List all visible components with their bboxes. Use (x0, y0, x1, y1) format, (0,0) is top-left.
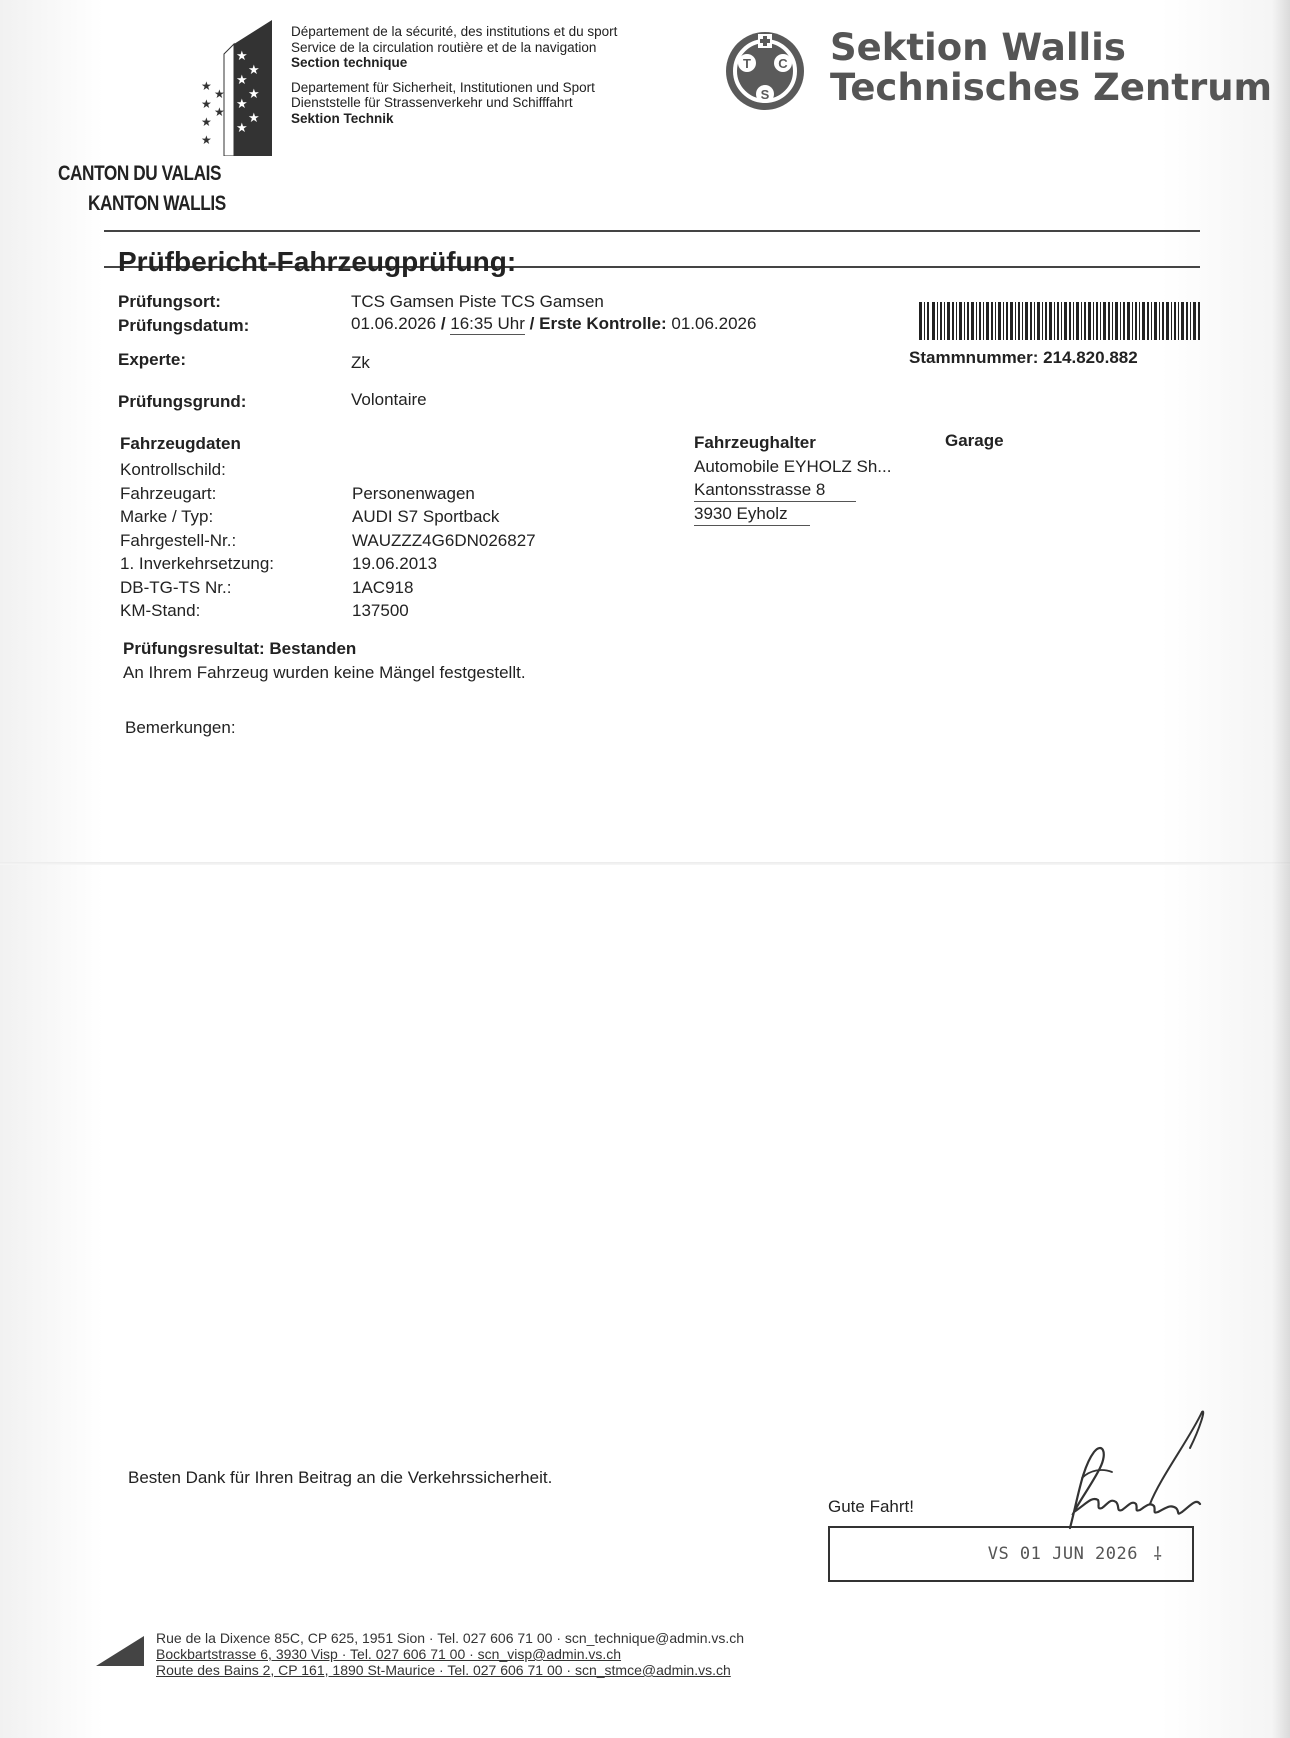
vehicle-data-heading: Fahrzeugdaten (120, 434, 241, 453)
erste-kontrolle-label: Erste Kontrolle: (539, 314, 667, 333)
canton-name-fr: CANTON DU VALAIS (58, 162, 222, 185)
marke-typ-label: Marke / Typ: (120, 507, 214, 526)
svg-text:★: ★ (201, 97, 212, 111)
report-title: Prüfbericht-Fahrzeugprüfung: (118, 246, 517, 277)
pruefungszeit-value: 16:35 Uhr (450, 314, 525, 333)
inverkehrsetzung-label: 1. Inverkehrsetzung: (120, 554, 275, 573)
holder-street: Kantonsstrasse 8 (694, 480, 856, 502)
footer-line-visp: Bockbartstrasse 6, 3930 Visp · Tel. 027 606 71 00 · scn_visp@admin.vs.ch (156, 1646, 622, 1662)
date-separator-2: / (524, 314, 540, 333)
svg-text:★: ★ (201, 115, 212, 129)
kontrollschild-value (352, 458, 536, 482)
svg-text:★: ★ (248, 62, 260, 77)
svg-text:★: ★ (214, 105, 225, 119)
kontrollschild-label: Kontrollschild: (120, 460, 226, 479)
department-fr-line2: Service de la circulation routière et de la navigation (291, 39, 597, 55)
erste-kontrolle-value: 01.06.2026 (671, 314, 757, 333)
department-block (291, 24, 617, 126)
pruefungsdatum-value: 01.06.2026 (351, 314, 437, 333)
experte-label: Experte: (118, 350, 187, 369)
db-tg-ts-value: 1AC918 (352, 577, 414, 597)
sektion-line1: Sektion Wallis (830, 26, 1126, 69)
tcs-letter-s: S (760, 87, 770, 102)
department-de-line1: Departement für Sicherheit, Institutionen und Sport (291, 79, 595, 95)
fahrzeughalter-heading: Fahrzeughalter (694, 433, 816, 452)
pruefungsgrund-label: Prüfungsgrund: (118, 392, 247, 411)
holder-city: 3930 Eyholz (694, 504, 810, 526)
sektion-line2: Technisches Zentrum (830, 66, 1273, 109)
stammnummer: Stammnummer: 214.820.882 (909, 348, 1138, 367)
date-stamp: VS 01 JUN 2026 (987, 1544, 1138, 1564)
km-stand-value: 137500 (352, 601, 409, 620)
department-de-line3: Sektion Technik (291, 110, 394, 126)
thanks-text: Besten Dank für Ihren Beitrag an die Verkehrssicherheit. (128, 1468, 553, 1487)
canton-name-de: KANTON WALLIS (88, 192, 226, 215)
canton-name-de-wrap (88, 192, 256, 216)
date-separator-1: / (436, 314, 451, 333)
result-heading: Prüfungsresultat: Bestanden (123, 639, 357, 658)
svg-text:★: ★ (236, 72, 248, 87)
inverkehrsetzung-value: 19.06.2013 (352, 554, 438, 573)
fahrzeugart-value: Personenwagen (352, 483, 475, 503)
tcs-letter-c: C (778, 56, 788, 71)
pruefungsort-value: TCS Gamsen Piste TCS Gamsen (351, 292, 604, 311)
department-fr-line1: Département de la sécurité, des institutions et du sport (291, 24, 618, 39)
svg-text:★: ★ (201, 133, 212, 147)
stammnummer-barcode (919, 302, 1200, 340)
svg-text:★: ★ (236, 96, 248, 111)
svg-text:★: ★ (248, 110, 260, 125)
canton-valais-flag-logo (196, 20, 272, 156)
remarks-label: Bemerkungen: (125, 718, 236, 737)
footer-triangle-icon (96, 1636, 144, 1666)
km-stand-label: KM-Stand: (120, 601, 201, 620)
db-tg-ts-label: DB-TG-TS Nr.: (120, 577, 232, 597)
footer-addresses (156, 1630, 744, 1678)
footer-line-st-maurice: Route des Bains 2, CP 161, 1890 St-Maurice · Tel. 027 606 71 00 · scn_stmce@admin.vs.ch (156, 1662, 731, 1678)
fahrgestell-label: Fahrgestell-Nr.: (120, 530, 237, 550)
pruefungsort-label: Prüfungsort: (118, 292, 221, 311)
department-fr-line3: Section technique (291, 55, 408, 70)
department-de-line2: Dienststelle für Strassenverkehr und Schifffahrt (291, 95, 573, 110)
tcs-logo (724, 30, 806, 112)
pruefungsdatum-row (351, 314, 756, 334)
marke-typ-value: AUDI S7 Sportback (352, 507, 500, 526)
fahrgestell-value: WAUZZZ4G6DN026827 (352, 530, 536, 550)
pruefungsdatum-label: Prüfungsdatum: (118, 316, 250, 335)
canton-name-fr-wrap (58, 162, 257, 186)
svg-text:★: ★ (214, 87, 225, 101)
holder-name: Automobile EYHOLZ Sh... (694, 457, 892, 476)
vehicle-labels (120, 458, 274, 623)
svg-text:★: ★ (236, 48, 248, 63)
page-edge-shadow (1272, 0, 1290, 1738)
result-text: An Ihrem Fahrzeug wurden keine Mängel festgestellt. (123, 663, 526, 682)
vehicle-values (352, 458, 536, 623)
garage-label: Garage (945, 431, 1004, 450)
svg-text:★: ★ (248, 86, 260, 101)
experte-value: Zk (351, 353, 370, 372)
gute-fahrt-text: Gute Fahrt! (828, 1497, 914, 1516)
tcs-letter-t: T (743, 56, 751, 71)
handwritten-signature (1030, 1408, 1230, 1548)
header-rule-top (104, 230, 1200, 232)
pruefungsgrund-value: Volontaire (351, 390, 427, 409)
sektion-heading (830, 28, 1272, 108)
paper-fold (0, 862, 1290, 865)
footer-line-sion: Rue de la Dixence 85C, CP 625, 1951 Sion · Tel. 027 606 71 00 · scn_technique@admin.vs.ch (156, 1630, 745, 1646)
svg-text:★: ★ (236, 120, 248, 135)
fahrzeugart-label: Fahrzeugart: (120, 483, 217, 503)
svg-text:★: ★ (201, 79, 212, 93)
stamp-mark-icon: ⸸ (1153, 1544, 1162, 1564)
